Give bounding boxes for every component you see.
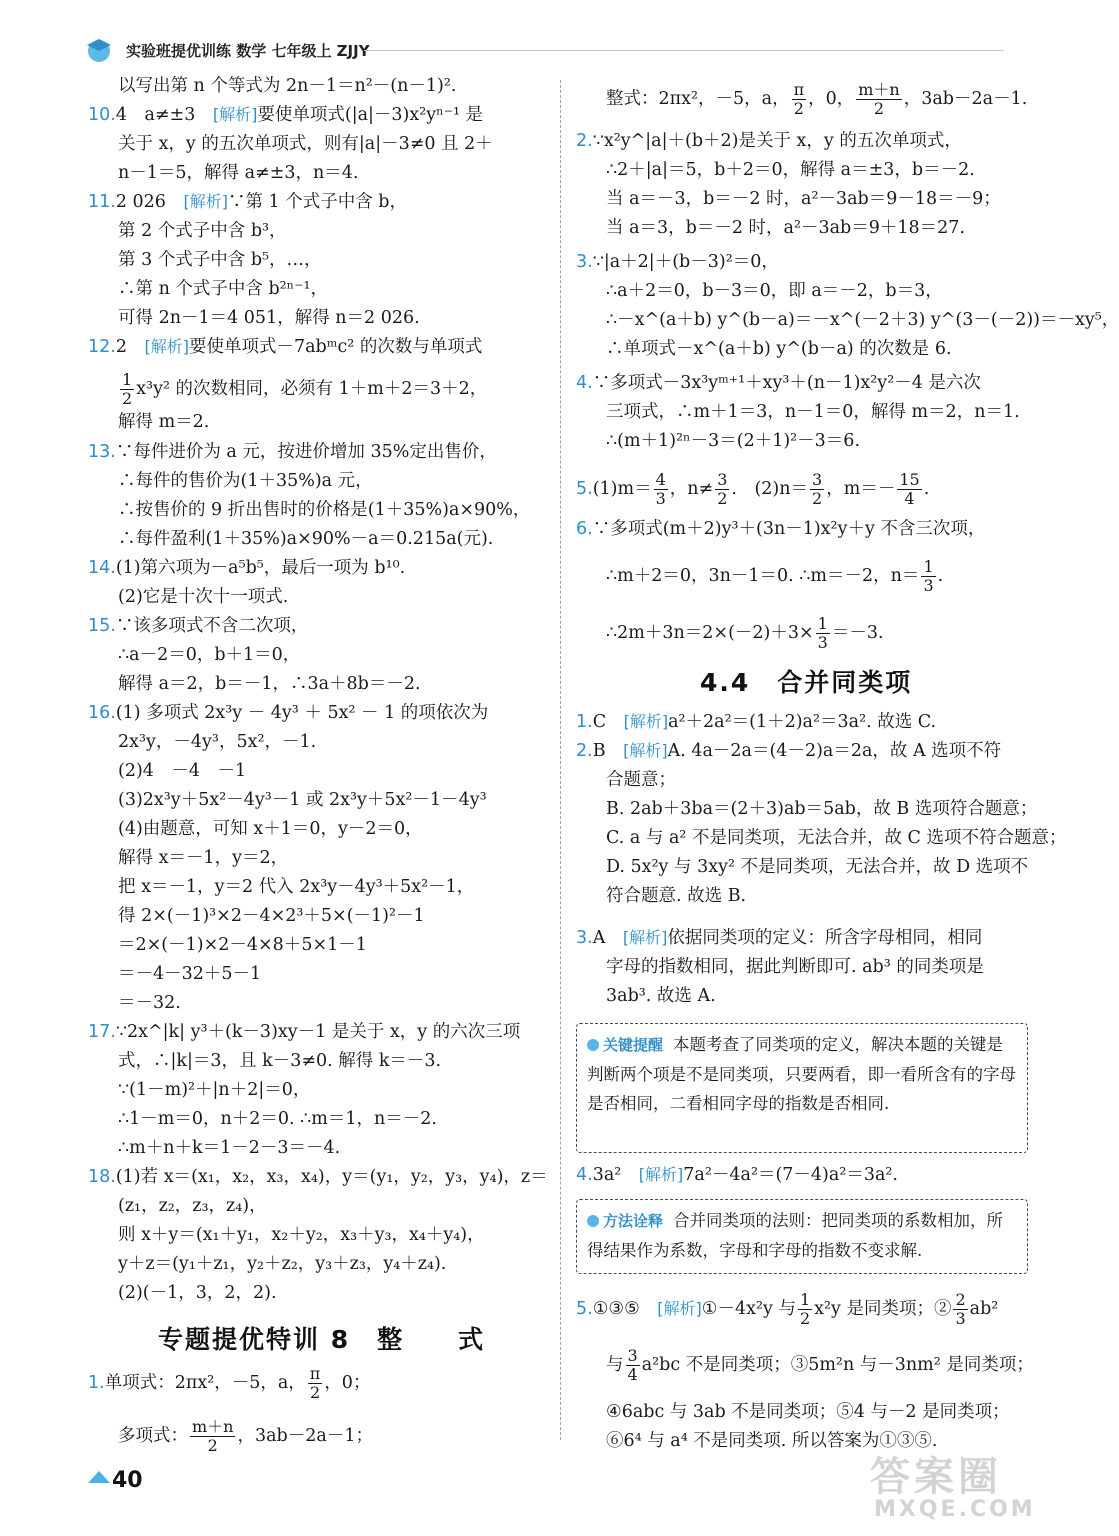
- tip-text: 本题考查了同类项的定义，解决本题的关键是判断两个项是不是同类项，只要两看，即一看所含有的字母是否相同，二看相同字母的指数是否相同.: [587, 1035, 1016, 1113]
- text-line: 与 $\frac{3}{4}$ a²bc 不是同类项；③5m²n 与－3nm² 是同类项；: [606, 1346, 1034, 1384]
- text-line: (2)它是十次十一项式.: [118, 587, 289, 607]
- fraction: $\frac{m+n}{2}$: [192, 1417, 234, 1455]
- text-line: (4)由题意，可知 x＋1＝0，y－2＝0，: [118, 819, 423, 839]
- fraction: $\frac{2}{3}$: [955, 1290, 966, 1328]
- text-line: 三项式，∴m＋1＝3，n－1＝0，解得 m＝2，n＝1.: [606, 402, 1020, 422]
- answer-2: 2.∵x²y^|a|＋(b＋2)是关于 x，y 的五次单项式，: [576, 131, 962, 151]
- page-number: 40: [88, 1468, 143, 1493]
- text-line: ＝－32.: [118, 993, 181, 1013]
- jiexi-label: [解析]: [657, 1299, 702, 1318]
- text-line: ∴－x^(a＋b) y^(b－a)＝－x^(－2＋3) y^(3－(－2))＝－xy⁵，: [606, 310, 1119, 330]
- text-line: 符合题意. 故选 B.: [606, 886, 747, 906]
- text-line: 得 2×(－1)³×2－4×2³＋5×(－1)²－1: [118, 906, 425, 926]
- book-title: 实验班提优训练 数学 七年级上 ZJJY: [126, 42, 370, 60]
- answer-4: 4.∵多项式－3x³yᵐ⁺¹＋xy³＋(n－1)x²y²－4 是六次: [576, 373, 981, 393]
- text-line: 以写出第 n 个等式为 2n－1＝n²－(n－1)².: [118, 76, 457, 96]
- fraction: $\frac{1}{2}$: [799, 1290, 811, 1328]
- text-line: 当 a＝3，b＝－2 时，a²－3ab＝9＋18＝27.: [606, 218, 965, 238]
- text-line: (3)2x³y＋5x²－4y³－1 或 2x³y＋5x²－1－4y³: [118, 790, 487, 810]
- fraction: $\frac{\pi}{2}$: [309, 1364, 321, 1402]
- exercise-1: 1.C [解析]a²＋2a²＝(1＋2)a²＝3a². 故选 C.: [576, 712, 937, 732]
- text-line: 解得 m＝2.: [118, 412, 210, 432]
- fraction: $\frac{\pi}{2}$: [793, 80, 805, 118]
- text-line: ∴第 n 个式子中含 b²ⁿ⁻¹，: [118, 279, 328, 299]
- section-title: 4.4 合并同类项: [700, 668, 913, 697]
- text-line: B. 2ab＋3ba＝(2＋3)ab＝5ab，故 B 选项符合题意；: [606, 799, 1038, 819]
- text-line: (2)(－1，3，2，2).: [118, 1283, 277, 1303]
- text-line: ∵(1－m)²＋|n＋2|＝0，: [118, 1080, 311, 1100]
- text-line: 第 3 个式子中含 b⁵，…，: [118, 250, 322, 270]
- exercise-3: 3.A [解析]依据同类项的定义：所含字母相同，相同: [576, 928, 983, 948]
- fraction: $\frac{1}{3}$: [923, 557, 934, 595]
- fraction: $\frac{15}{4}$: [899, 470, 920, 508]
- text-line: 把 x＝－1，y＝2 代入 2x³y－4y³＋5x²－1，: [118, 877, 475, 897]
- fraction: $\frac{3}{4}$: [627, 1346, 638, 1384]
- text-line: 可得 2n－1＝4 051，解得 n＝2 026.: [118, 308, 420, 328]
- fraction: $\frac{3}{2}$: [717, 470, 728, 508]
- text-line: (2)4 －4 －1: [118, 761, 247, 781]
- method-tip-box: [576, 1199, 1028, 1274]
- jiexi-label: [解析]: [212, 105, 258, 124]
- text-line: 关于 x，y 的五次单项式，则有|a|－3≠0 且 2＋: [118, 134, 493, 154]
- text-line: 第 2 个式子中含 b³，: [118, 221, 287, 241]
- text-line: 则 x＋y＝(x₁＋y₁，x₂＋y₂，x₃＋y₃，x₄＋y₄)，: [118, 1225, 485, 1245]
- text-line: ∴按售价的 9 折出售时的价格是(1＋35%)a×90%，: [118, 500, 531, 520]
- text-line: 3ab³. 故选 A.: [606, 986, 716, 1006]
- header-rule: [364, 50, 1004, 51]
- answer-6: 6.∵多项式(m＋2)y³＋(3n－1)x²y＋y 不含三次项，: [576, 519, 986, 539]
- text-line: $\frac{1}{2}$ x³y² 的次数相同，必须有 1＋m＋2＝3＋2，: [122, 370, 488, 408]
- graduation-cap-icon: [84, 34, 114, 64]
- answer-13: 13.∵每件进价为 a 元，按进价增加 35%定出售价，: [88, 442, 497, 462]
- text-line: 式，∴|k|＝3，且 k－3≠0. 解得 k＝－3.: [118, 1051, 442, 1071]
- topic-answer-1: 1.单项式：2πx²，－5，a， $\frac{\pi}{2}$ ，0；: [88, 1364, 371, 1402]
- fraction: $\frac{3}{2}$: [812, 470, 823, 508]
- jiexi-label: [解析]: [144, 337, 189, 356]
- text-line: (z₁，z₂，z₃，z₄)，: [118, 1196, 267, 1216]
- text-line: y＋z＝(y₁＋z₁，y₂＋z₂，y₃＋z₃，y₄＋z₄).: [118, 1254, 447, 1274]
- method-tip-tag: 方法诠释: [587, 1212, 663, 1230]
- text-line: ＝2×(－1)×2－4×8＋5×1－1: [118, 935, 367, 955]
- fraction: $\frac{m+n}{2}$: [858, 80, 900, 118]
- text-line: ∴1－m＝0，n＋2＝0. ∴m＝1，n＝－2.: [118, 1109, 437, 1129]
- text-line: 合题意；: [606, 770, 676, 790]
- text-line: 2x³y，－4y³，5x²，－1.: [118, 732, 317, 752]
- text-line: 解得 x＝－1，y＝2，: [118, 848, 289, 868]
- answer-10: 10.4 a≠±3 [解析]要使单项式(|a|－3)x²yⁿ⁻¹ 是: [88, 105, 484, 125]
- answer-15: 15.∵该多项式不含二次项，: [88, 616, 309, 636]
- text-line: ∴2m＋3n＝2×(－2)＋3× $\frac{1}{3}$ ＝－3.: [606, 614, 884, 652]
- fraction: $\frac{4}{3}$: [655, 470, 666, 508]
- text-line: ＝－4－32＋5－1: [118, 964, 262, 984]
- exercise-4: 4.3a² [解析]7a²－4a²＝(7－4)a²＝3a².: [576, 1165, 898, 1185]
- text-line: 整式：2πx²，－5，a， $\frac{\pi}{2}$ ，0， $\frac{m+n}{2}$ ，3ab－2a－1.: [606, 80, 1028, 118]
- text-line: ∴a＋2＝0，b－3＝0，即 a＝－2，b＝3，: [606, 281, 943, 301]
- text-line: D. 5x²y 与 3xy² 不是同类项，无法合并，故 D 选项不: [606, 857, 1029, 877]
- tip-bulb-icon: [587, 1215, 599, 1227]
- jiexi-label: [解析]: [622, 928, 668, 947]
- text-line: ∴单项式－x^(a＋b) y^(b－a) 的次数是 6.: [606, 339, 952, 359]
- key-tip-tag: 关键提醒: [587, 1036, 663, 1054]
- text-line: ⑥6⁴ 与 a⁴ 不是同类项. 所以答案为①③⑤.: [606, 1431, 938, 1451]
- text-line: C. a 与 a² 不是同类项，无法合并，故 C 选项不符合题意；: [606, 828, 1067, 848]
- answer-5: 5.(1)m＝ $\frac{4}{3}$ ，n≠ $\frac{3}{2}$ . (2)n＝ $\frac{3}{2}$ ，m＝－ $\frac{15}{4}$ .: [576, 470, 930, 508]
- key-tip-box: [576, 1023, 1028, 1153]
- text-line: ∴每件盈利(1＋35%)a×90%－a＝0.215a(元).: [118, 529, 494, 549]
- answer-12: 12.2 [解析]要使单项式－7abᵐc² 的次数与单项式: [88, 337, 483, 357]
- text-line: 解得 a＝2，b＝－1，∴3a＋8b＝－2.: [118, 674, 421, 694]
- text-line: ∴2＋|a|＝5，b＋2＝0，解得 a＝±3，b＝－2.: [606, 160, 975, 180]
- jiexi-label: [解析]: [638, 1165, 684, 1184]
- jiexi-label: [解析]: [623, 712, 669, 731]
- text-line: 当 a＝－3，b＝－2 时，a²－3ab＝9－18＝－9；: [606, 189, 1001, 209]
- answer-14: 14.(1)第六项为－a⁵b⁵，最后一项为 b¹⁰.: [88, 558, 406, 578]
- page-header: [84, 30, 1024, 70]
- arrow-icon: [88, 1471, 110, 1483]
- exercise-5: 5.①③⑤ [解析]①－4x²y 与 $\frac{1}{2}$ x²y 是同类项；② $\frac{2}{3}$ ab²: [576, 1290, 999, 1328]
- jiexi-label: [解析]: [183, 192, 228, 211]
- text-line: n－1＝5，解得 a≠±3，n＝4.: [118, 163, 359, 183]
- answer-16: 16.(1) 多项式 2x³y － 4y³ ＋ 5x² － 1 的项依次为: [88, 703, 489, 723]
- watermark: 答案圈 MXQE.COM: [870, 1454, 1036, 1522]
- text-line: ④6abc 与 3ab 不是同类项；⑤4 与－2 是同类项；: [606, 1402, 1010, 1422]
- fraction: $\frac{1}{3}$: [817, 614, 828, 652]
- text-line: ∴a－2＝0，b＋1＝0，: [118, 645, 301, 665]
- answer-3: 3.∵|a＋2|＋(b－3)²＝0，: [576, 252, 779, 272]
- text-line: ∴m＋2＝0，3n－1＝0. ∴m＝－2，n＝ $\frac{1}{3}$ .: [606, 557, 944, 595]
- jiexi-label: [解析]: [623, 741, 668, 760]
- topic-title: 专题提优特训 8 整 式: [158, 1325, 486, 1354]
- text-line: ∴每件的售价为(1＋35%)a 元，: [118, 471, 373, 491]
- answer-17: 17.∵2x^|k| y³＋(k－3)xy－1 是关于 x，y 的六次三项: [88, 1022, 521, 1042]
- answer-11: 11.2 026 [解析]∵第 1 个式子中含 b，: [88, 192, 407, 212]
- fraction: $\frac{1}{2}$: [122, 370, 133, 408]
- text-line: ∴(m＋1)²ⁿ－3＝(2＋1)²－3＝6.: [606, 431, 861, 451]
- answer-18: 18.(1)若 x＝(x₁，x₂，x₃，x₄)，y＝(y₁，y₂，y₃，y₄)，z＝: [88, 1167, 548, 1187]
- tip-text: 合并同类项的法则：把同类项的系数相加，所得结果作为系数，字母和字母的指数不变求解.: [587, 1211, 1004, 1260]
- column-divider: [560, 80, 561, 1440]
- exercise-2: 2.B [解析]A. 4a－2a＝(4－2)a＝2a，故 A 选项不符: [576, 741, 1002, 761]
- tip-bulb-icon: [587, 1039, 599, 1051]
- text-line: 字母的指数相同，据此判断即可. ab³ 的同类项是: [606, 957, 984, 977]
- text-line: ∴m＋n＋k＝1－2－3＝－4.: [118, 1138, 341, 1158]
- text-line: 多项式： $\frac{m+n}{2}$ ，3ab－2a－1；: [118, 1417, 373, 1455]
